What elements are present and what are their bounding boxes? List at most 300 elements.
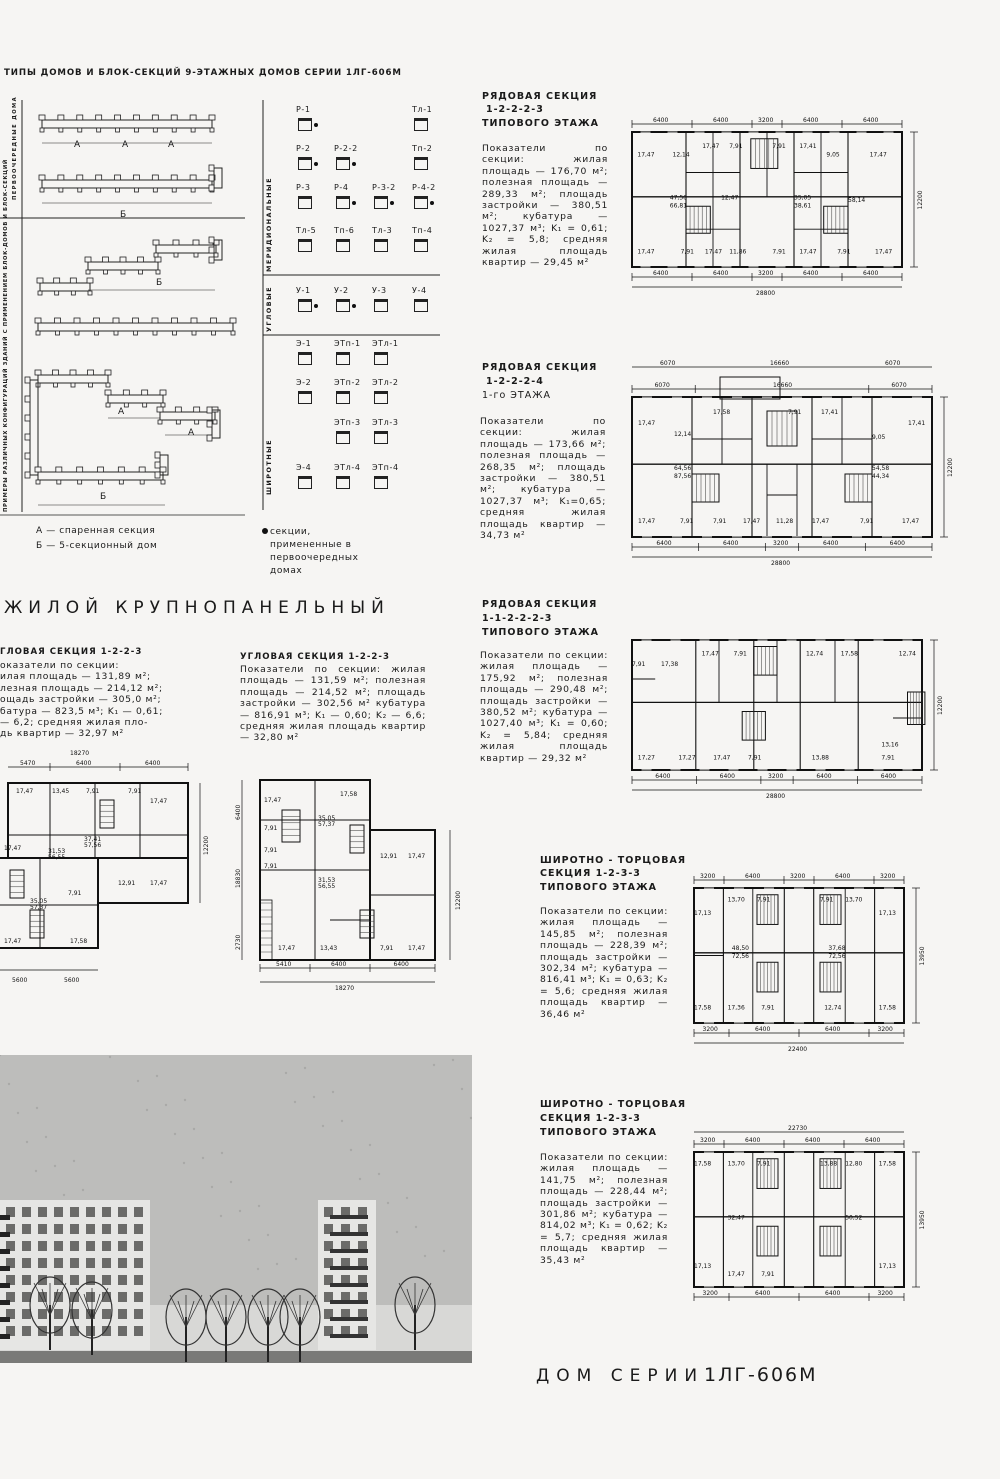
corner-mid-dimension-left: 18830 xyxy=(235,868,242,888)
corner-left-room-area: 13,45 xyxy=(52,788,70,795)
photo-grain xyxy=(239,1210,241,1212)
row2-dimension-label: 6070 xyxy=(885,360,901,367)
end2-room-area: 32,47 xyxy=(727,1214,745,1222)
config-sketch-2-tooth xyxy=(96,175,102,180)
photo-grain xyxy=(54,1165,56,1167)
row2-room-area: 17,58 xyxy=(713,408,731,416)
photo-window xyxy=(118,1275,127,1285)
end1-room-area: 17,58 xyxy=(878,1004,896,1012)
photo-balcony xyxy=(330,1215,368,1219)
row1-dimension-label: 3200 xyxy=(758,117,774,124)
row3-room-area: 12,74 xyxy=(806,650,824,658)
config-sketch-5b-tooth xyxy=(161,403,165,407)
photo-window xyxy=(102,1258,111,1268)
section-type-label: Тп-6 xyxy=(334,226,355,235)
photo-window xyxy=(102,1275,111,1285)
section-type-icon xyxy=(336,196,350,209)
config-sketch-2-tooth xyxy=(59,188,63,192)
row1-room-area: 66,81 xyxy=(669,202,687,210)
config-sketch-5-up-tooth xyxy=(155,452,160,458)
config-sketch-4-tooth xyxy=(192,331,196,335)
config-sketch-5-left-tooth xyxy=(25,377,30,383)
end2-dimension-total: 22730 xyxy=(788,1125,808,1132)
types-col-corner: УГЛОВЫЕ xyxy=(265,285,273,332)
config-sketch-5c-tooth xyxy=(176,420,180,424)
row3-room-area: 17,27 xyxy=(637,754,655,762)
end2-room-area: 12,80 xyxy=(845,1160,863,1168)
section-type-label: Тп-2 xyxy=(412,144,433,153)
photo-window xyxy=(86,1224,95,1234)
config-sketch-2-end-tooth xyxy=(209,165,214,171)
photo-grain xyxy=(313,1096,315,1098)
photo-window xyxy=(54,1309,63,1319)
photo-balcony xyxy=(0,1266,10,1271)
config-sketch-2-tooth xyxy=(171,175,177,180)
corner-left-outer-wall xyxy=(98,858,188,903)
config-sketch-2-tooth xyxy=(115,175,121,180)
config-sketch-5a-tooth xyxy=(89,383,93,387)
photo-grain xyxy=(82,1189,84,1191)
row1-dimension-total: 28800 xyxy=(756,290,776,297)
photo-window xyxy=(38,1207,47,1217)
row3-caption-3: ТИПОВОГО ЭТАЖА xyxy=(482,627,599,638)
section-type-label: Р-4 xyxy=(334,183,349,192)
section-type-icon xyxy=(298,476,312,489)
section-type-label: У-2 xyxy=(334,286,349,295)
config-sketch-5d-tooth xyxy=(160,467,166,472)
row1-room-area: 11,86 xyxy=(729,248,747,256)
config-sketch-1-tooth xyxy=(78,128,82,132)
config-label-b1: Б xyxy=(120,210,127,220)
corner-mid-dimension-total: 18270 xyxy=(335,985,355,992)
section-type-label: Р-3-2 xyxy=(372,183,396,192)
corner-left-dimension-label: 6400 xyxy=(145,760,161,767)
corner-mid-stair-core xyxy=(360,910,374,938)
photo-grain xyxy=(211,1186,213,1188)
photo-window xyxy=(38,1224,47,1234)
config-sketch-3c xyxy=(156,245,216,253)
photo-grain xyxy=(26,1141,28,1143)
config-sketch-5d-tooth xyxy=(161,480,165,484)
photo-window xyxy=(22,1224,31,1234)
end1-room-area: 7,91 xyxy=(761,1004,775,1012)
config-sketch-5b-tooth xyxy=(105,390,111,395)
section-type-icon xyxy=(374,431,388,444)
config-sketch-5b xyxy=(108,395,163,403)
row3-room-area: 13,88 xyxy=(811,754,829,762)
row3-room-area: 17,47 xyxy=(701,650,719,658)
end1-room-area: 17,58 xyxy=(694,1004,712,1012)
photo-grain xyxy=(184,1099,186,1101)
corner-mid-room-area: 17,47 xyxy=(408,853,426,860)
config-sketch-5a-tooth xyxy=(71,383,75,387)
row1-room-area: 7,91 xyxy=(837,248,851,256)
row2-room-area: 44,34 xyxy=(872,473,890,481)
section-type-label: У-1 xyxy=(296,286,311,295)
photo-grain xyxy=(257,1268,259,1270)
photo-grain xyxy=(378,1173,380,1175)
corner-mid-dimension-left: 2730 xyxy=(235,934,242,950)
config-sketch-1-tooth xyxy=(77,115,83,120)
corner-mid-room-area: 17,58 xyxy=(340,791,358,798)
end1-caption-3: ТИПОВОГО ЭТАЖА xyxy=(540,882,657,893)
config-sketch-5d-tooth xyxy=(140,480,144,484)
photo-window xyxy=(86,1207,95,1217)
config-sketch-3c-tooth xyxy=(194,253,198,257)
config-sketch-5-left-tooth xyxy=(25,453,30,459)
section-type-label: Э-2 xyxy=(296,378,312,387)
photo-grain xyxy=(406,1197,408,1199)
photo-balcony xyxy=(330,1300,368,1304)
config-sketch-5a-tooth xyxy=(54,383,58,387)
row1-dimension-label: 6400 xyxy=(803,117,819,124)
corner-left-room-area: 17,47 xyxy=(150,798,168,805)
photo-grain xyxy=(452,1059,454,1061)
config-label-b3: Б xyxy=(100,492,107,502)
corner-left-outer-wall xyxy=(0,858,98,948)
config-sketch-2-tooth xyxy=(190,175,196,180)
section-type-label: ЭТл-2 xyxy=(372,378,399,387)
end1-dimension-label: 6400 xyxy=(825,1026,841,1033)
config-sketch-1-tooth xyxy=(40,128,44,132)
config-sketch-3a-tooth xyxy=(87,278,93,283)
config-sketch-5c-tooth xyxy=(194,407,200,412)
config-sketch-4-tooth xyxy=(134,331,138,335)
config-sketch-5a-tooth xyxy=(106,383,110,387)
photo-grain xyxy=(17,1112,19,1114)
photo-window xyxy=(102,1207,111,1217)
config-sketch-5d-tooth xyxy=(77,467,83,472)
photo-window xyxy=(22,1258,31,1268)
config-sketch-3a-tooth xyxy=(37,278,43,283)
config-sketch-3b-tooth xyxy=(155,257,161,262)
config-sketch-4-tooth xyxy=(75,331,79,335)
row1-caption-1: РЯДОВАЯ СЕКЦИЯ xyxy=(482,91,598,102)
photo-grain xyxy=(156,1075,158,1077)
end2-dimension-right: 13950 xyxy=(919,1210,926,1230)
config-sketch-5d-tooth xyxy=(98,467,104,472)
config-sketch-4-tooth xyxy=(55,318,61,323)
photo-grain xyxy=(221,1152,223,1154)
photo-balcony xyxy=(330,1283,368,1287)
corner-mid-room-area: 7,91 xyxy=(264,847,278,854)
end1-caption-2: СЕКЦИЯ 1-2-3-3 xyxy=(540,868,641,879)
photo-window xyxy=(118,1224,127,1234)
photo-grain xyxy=(36,1107,38,1109)
corner-left-dimension-label: 5600 xyxy=(12,977,28,984)
config-sketch-5-left-tooth xyxy=(25,472,30,478)
corner-mid-stair-core xyxy=(350,825,364,853)
end1-dimension-label: 3200 xyxy=(702,1026,718,1033)
big-title-right xyxy=(536,1364,818,1386)
end2-caption-2: СЕКЦИЯ 1-2-3-3 xyxy=(540,1113,641,1124)
config-sketch-5b-tooth xyxy=(142,390,148,395)
row1-room-area: 17,47 xyxy=(875,248,893,256)
config-sketch-4 xyxy=(38,323,233,331)
row2-dimension-label: 6400 xyxy=(823,540,839,547)
end1-room-area: 12,74 xyxy=(824,1004,842,1012)
section-type-icon xyxy=(298,157,312,170)
config-sketch-5a-tooth xyxy=(88,370,94,375)
end1-dimension-label: 3200 xyxy=(880,873,896,880)
section-type-icon xyxy=(414,299,428,312)
primary-section-dot-icon xyxy=(314,162,318,166)
end1-dimension-label: 6400 xyxy=(755,1026,771,1033)
photo-window xyxy=(22,1309,31,1319)
section-type-label: ЭТп-3 xyxy=(334,418,361,427)
config-sketch-4-tooth xyxy=(211,318,217,323)
corner-left-dimension-label: 6400 xyxy=(76,760,92,767)
config-sketch-4-tooth xyxy=(212,331,216,335)
end1-dimension-label: 3200 xyxy=(790,873,806,880)
config-sketch-4-tooth xyxy=(36,331,40,335)
photo-grain xyxy=(369,1144,371,1146)
row1-dimension-label: 6400 xyxy=(863,270,879,277)
row3-floor-plan xyxy=(620,628,960,808)
config-sketch-1-tooth xyxy=(191,128,195,132)
corner-left-room-area: 57,56 xyxy=(84,842,102,849)
photo-window xyxy=(70,1241,79,1251)
row2-room-area: 9,05 xyxy=(872,434,886,441)
config-sketch-5-left-tooth xyxy=(25,434,30,440)
row2-dimension-label: 6070 xyxy=(891,382,907,389)
row1-floor-plan xyxy=(620,112,960,297)
row2-dimension-right: 12200 xyxy=(947,457,954,477)
section-type-label: Тл-1 xyxy=(412,105,433,114)
config-sketch-3b-tooth xyxy=(103,257,109,262)
config-sketch-5a-tooth xyxy=(70,370,76,375)
end1-room-area: 37,68 xyxy=(828,945,846,953)
photo-balcony xyxy=(0,1300,10,1305)
end2-floor-plan xyxy=(680,1124,940,1324)
config-sketch-3b xyxy=(88,262,158,270)
config-sketch-1-tooth xyxy=(171,115,177,120)
config-sketch-2-tooth xyxy=(39,175,45,180)
config-sketch-2-tooth xyxy=(116,188,120,192)
end2-stats: Показатели по секции: жилая площадь — 141,75 м²; полезная площадь — 228,44 м²; площадь застройки — 301,86 м²; кубатура — 814,02 м³; K₁ = 0,62; K₂ = 5,7; средняя жилая площадь квартир — 35,43 м² xyxy=(540,1152,668,1266)
config-sketch-1-tooth xyxy=(116,128,120,132)
end1-dimension-total: 22400 xyxy=(788,1046,808,1053)
end1-room-area: 17,13 xyxy=(694,910,712,917)
end2-dimension-label: 6400 xyxy=(745,1137,761,1144)
primary-section-dot-icon xyxy=(390,201,394,205)
config-sketch-3a-tooth xyxy=(70,278,76,283)
row2-room-area: 17,47 xyxy=(638,518,656,525)
photo-grain xyxy=(443,1250,445,1252)
section-type-label: ЭТл-1 xyxy=(372,339,399,348)
photo-balcony xyxy=(330,1249,368,1253)
section-type-icon xyxy=(374,476,388,489)
config-sketch-4-tooth xyxy=(133,318,139,323)
primary-section-dot-icon xyxy=(430,201,434,205)
corner-mid-room-area: 13,43 xyxy=(320,945,338,952)
corner-left-dimension-label: 5470 xyxy=(20,760,36,767)
row1-dimension-label: 6400 xyxy=(803,270,819,277)
row3-dimension-label: 3200 xyxy=(768,773,784,780)
row1-stats: Показатели по секции: жилая площадь — 176,70 м²; полезная площадь — 289,33 м²; площадь застройки — 380,51 м²; кубатура — 1027,37 м³; K₁ = 0,61; K₂ = 5,8; средняя жилая площадь квартир — 29,45 м² xyxy=(482,143,608,269)
config-sketch-5c-tooth xyxy=(158,420,162,424)
config-sketch-5a xyxy=(38,375,108,383)
row3-room-area: 7,91 xyxy=(632,661,646,668)
photo-balcony xyxy=(330,1232,368,1236)
primary-section-dot-icon xyxy=(314,123,318,127)
config-sketch-1-tooth xyxy=(134,128,138,132)
section-type-icon xyxy=(336,476,350,489)
config-sketch-2-tooth xyxy=(58,175,64,180)
section-type-icon xyxy=(336,352,350,365)
config-sketch-3c-tooth xyxy=(154,253,158,257)
end1-stats: Показатели по секции: жилая площадь — 145,85 м²; полезная площадь — 228,39 м²; площадь застройки — 302,34 м²; кубатура — 816,41 м³; K₁ = 0,63; K₂ = 5,6; средняя жилая площадь квартир — 36,46 м² xyxy=(540,906,668,1020)
row3-stats: Показатели по секции: жилая площадь — 175,92 м²; полезная площадь — 290,48 м²; площадь застройки — 380,52 м²; кубатура — 1027,40 м³; K₁ = 0,60; K₂ = 5,84; средняя жилая площадь квартир — 29,32 м² xyxy=(480,650,608,764)
section-type-label: Э-1 xyxy=(296,339,312,348)
end1-room-area: 7,91 xyxy=(820,896,834,904)
section-type-label: ЭТл-4 xyxy=(334,463,361,472)
photo-window xyxy=(86,1292,95,1302)
end1-outer-wall xyxy=(694,888,904,1023)
primary-section-dot-icon xyxy=(314,304,318,308)
corner-left-room-area: 56,55 xyxy=(48,854,66,861)
corner-mid-room-area: 35,05 xyxy=(318,815,336,822)
legend-note: секции, примененные в первоочередных домах xyxy=(270,527,359,576)
row1-room-area: 17,47 xyxy=(702,143,720,151)
corner-left-dimension-label: 5600 xyxy=(64,977,80,984)
config-sketch-4-tooth xyxy=(172,318,178,323)
config-sketch-1-tooth xyxy=(190,115,196,120)
config-sketch-2-tooth xyxy=(172,188,176,192)
row1-room-area: 17,47 xyxy=(704,248,723,256)
config-sketch-5d-tooth xyxy=(57,480,61,484)
corner-left-room-area: 17,47 xyxy=(150,880,168,887)
end1-room-area: 13,70 xyxy=(727,896,745,904)
row1-room-area: 35,05 xyxy=(794,194,812,202)
photo-window xyxy=(38,1275,47,1285)
photo-grain xyxy=(267,1234,269,1236)
section-type-icon xyxy=(374,299,388,312)
config-sketch-5-up-tooth xyxy=(155,472,160,478)
corner-mid-room-area: 7,91 xyxy=(380,945,394,952)
primary-section-dot-icon xyxy=(352,304,356,308)
photo-grain xyxy=(350,1149,352,1151)
section-type-label: Тл-5 xyxy=(296,226,317,235)
config-sketch-5d-tooth xyxy=(118,467,124,472)
row3-room-area: 7,91 xyxy=(733,650,747,658)
config-sketch-5c-tooth xyxy=(195,420,199,424)
config-sketch-3c-tooth xyxy=(173,240,179,245)
row1-dimension-label: 3200 xyxy=(758,270,774,277)
row3-dimension-label: 6400 xyxy=(816,773,832,780)
config-sketch-3c-tooth xyxy=(214,253,218,257)
end1-dimension-label: 3200 xyxy=(700,873,716,880)
config-sketch-4-tooth xyxy=(35,318,41,323)
row1-room-area: 17,41 xyxy=(799,143,817,151)
corner-left-room-area: 37,41 xyxy=(84,836,102,843)
photo-window xyxy=(118,1207,127,1217)
config-sketch-4-tooth xyxy=(74,318,80,323)
section-type-icon xyxy=(298,118,312,131)
photo-window xyxy=(70,1258,79,1268)
corner-mid-room-area: 31,53 xyxy=(318,877,336,884)
config-sketch-3a-tooth xyxy=(54,278,60,283)
types-left-vertical-top-label: ПЕРВООЧЕРЕДНЫЕ ДОМА xyxy=(12,95,18,200)
row3-room-area: 17,58 xyxy=(840,650,858,658)
config-label-b2: Б xyxy=(156,278,163,288)
config-sketch-4-tooth xyxy=(114,331,118,335)
photo-balcony xyxy=(0,1215,10,1220)
corner-mid-room-area: 7,91 xyxy=(264,825,278,832)
section-type-icon xyxy=(298,299,312,312)
config-sketch-5d-tooth xyxy=(119,480,123,484)
photo-grain xyxy=(220,1215,222,1217)
corner-mid-room-area: 17,47 xyxy=(278,945,296,952)
row1-room-area: 58,14 xyxy=(848,197,866,205)
photo-grain xyxy=(109,1056,111,1058)
section-type-icon xyxy=(414,196,428,209)
row3-room-area: 7,91 xyxy=(881,754,895,762)
end1-room-area: 17,13 xyxy=(878,910,896,917)
photo-window xyxy=(70,1309,79,1319)
photo-grain xyxy=(45,1136,47,1138)
corner-left-room-area: 35,05 xyxy=(30,898,48,905)
row2-stats: Показатели по секции: жилая площадь — 173,66 м²; полезная площадь — 268,35 м²; площадь застройки — 380,51 м²; кубатура — 1027,37 м³; K₁=0,65; средняя жилая площадь квартир — 34,73 м² xyxy=(480,416,606,542)
section-type-label: Тп-4 xyxy=(412,226,433,235)
section-type-label: ЭТл-3 xyxy=(372,418,399,427)
row2-room-area: 7,91 xyxy=(713,518,727,525)
corner-left-room-area: 17,47 xyxy=(16,788,34,795)
row2-dimension-label: 16660 xyxy=(773,382,793,389)
config-sketch-4-tooth xyxy=(94,318,100,323)
end2-dimension-label: 3200 xyxy=(700,1137,716,1144)
end2-room-area: 17,58 xyxy=(694,1160,712,1168)
row2-dimension-label: 3200 xyxy=(773,540,789,547)
config-sketch-3-end-tooth xyxy=(209,237,214,243)
types-left-vertical-label: ПРИМЕРЫ РАЗЛИЧНЫХ КОНФИГУРАЦИЙ ЗДАНИЙ С ПРИМЕНЕНИЕМ БЛОК-ДОМОВ И БЛОК-СЕКЦИЙ xyxy=(3,159,9,512)
photo-window xyxy=(86,1258,95,1268)
photo-window xyxy=(22,1241,31,1251)
row2-room-area: 7,91 xyxy=(860,518,874,525)
section-type-icon xyxy=(298,196,312,209)
row2-dimension-label: 6070 xyxy=(660,360,676,367)
photo-balcony xyxy=(330,1266,368,1270)
section-type-icon xyxy=(336,391,350,404)
corner-left-room-area: 57,37 xyxy=(30,904,48,911)
config-sketch-2-tooth xyxy=(191,188,195,192)
photo-window xyxy=(118,1258,127,1268)
row2-room-area: 7,91 xyxy=(788,408,802,416)
primary-section-dot-icon xyxy=(352,162,356,166)
photo-window xyxy=(118,1292,127,1302)
photo-grain xyxy=(332,1091,334,1093)
row2-dimension-total: 28800 xyxy=(771,560,791,567)
section-type-icon xyxy=(414,239,428,252)
end2-caption-1: ШИРОТНО - ТОРЦОВАЯ xyxy=(540,1099,687,1110)
row1-dimension-label: 6400 xyxy=(713,117,729,124)
corner-left-dimension-total: 18270 xyxy=(70,750,90,757)
photo-grain xyxy=(461,1088,463,1090)
config-label-a5: А xyxy=(188,428,195,438)
row3-room-area: 13,16 xyxy=(881,741,899,749)
section-type-label: Р-3 xyxy=(296,183,311,192)
config-sketch-5a-tooth xyxy=(35,370,41,375)
section-type-icon xyxy=(336,431,350,444)
row1-dimension-label: 6400 xyxy=(653,117,669,124)
photo-window xyxy=(118,1326,127,1336)
photo-balcony xyxy=(0,1317,10,1322)
photo-window xyxy=(54,1241,63,1251)
section-type-label: Р-2-2 xyxy=(334,144,358,153)
config-sketch-3b-tooth xyxy=(156,270,160,274)
photo-grain xyxy=(137,1080,139,1082)
config-sketch-5a-tooth xyxy=(53,370,59,375)
